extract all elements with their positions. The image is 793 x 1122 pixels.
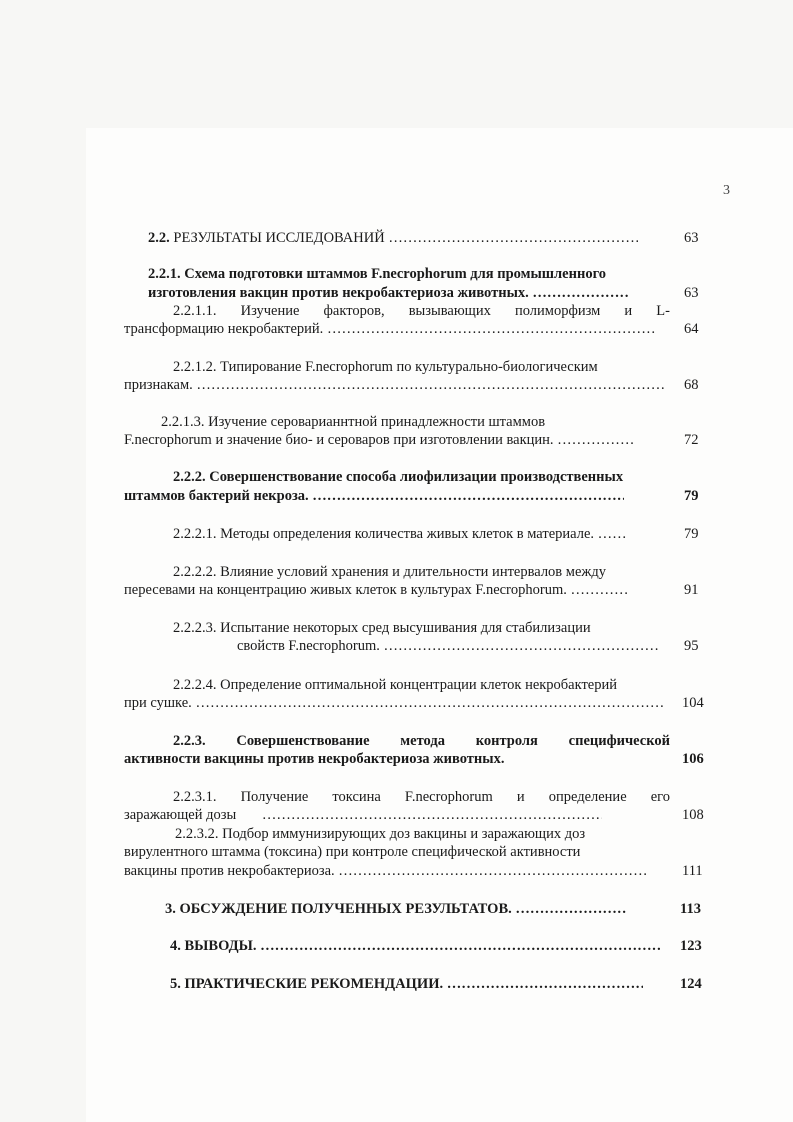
toc-entry-4: 4. ВЫВОДЫ. …………………………………………………………………………………………………………………………………………	[170, 937, 660, 955]
toc-entry-2-2-2-1: 2.2.2.1. Методы определения количества живых клеток в материале. …………………………………………………………………………………………………………………………………………	[173, 525, 628, 543]
toc-page-number: 124	[680, 976, 702, 992]
leader-dots	[260, 937, 660, 955]
leader-dots	[598, 525, 628, 543]
leader-dots	[557, 431, 635, 449]
toc-entry-2-2-2-line2: штаммов бактерий некроза. …………………………………………………………………………………………………………………………………………	[124, 487, 624, 505]
toc-entry-2-2-1-1-line2: трансформацию некробактерий. …………………………………………………………………………………………………………………………………………	[124, 320, 657, 338]
toc-page-number: 72	[684, 432, 699, 448]
toc-entry-2-2-2-line1: 2.2.2. Совершенствование способа лиофилизации производственных	[173, 469, 624, 485]
toc-entry-prefix: 2.2.	[148, 230, 170, 246]
toc-entry-2-2-2-2-line1: 2.2.2.2. Влияние условий хранения и длительности интервалов между	[173, 564, 607, 580]
leader-dots	[262, 806, 602, 824]
toc-page-number: 123	[680, 938, 702, 954]
leader-dots	[571, 581, 629, 599]
toc-entry-5: 5. ПРАКТИЧЕСКИЕ РЕКОМЕНДАЦИИ. …………………………………………………………………………………………………………………………………………	[170, 975, 643, 993]
toc-entry-2-2	[148, 229, 638, 247]
toc-entry-2-2-3-2-line2: вирулентного штамма (токсина) при контроле специфической активности	[124, 844, 581, 860]
toc-entry-2-2-1-1-line1: 2.2.1.1. Изучение факторов, вызывающих полиморфизм и L-	[173, 303, 670, 319]
toc-page-number: 104	[682, 695, 704, 711]
toc-page-number: 113	[680, 901, 701, 917]
leader-dots	[447, 975, 643, 993]
leader-dots	[384, 637, 659, 655]
toc-page-number: 95	[684, 638, 699, 654]
toc-entry-2-2-3-line1: 2.2.3. Совершенствование метода контроля специфической	[173, 733, 670, 749]
leader-dots	[196, 376, 666, 394]
leader-dots	[195, 694, 663, 712]
toc-entry-2-2-2-3-line2: свойств F.necrophorum. …………………………………………………………………………………………………………………………………………	[237, 637, 659, 655]
toc-entry-2-2-3-1-line2: заражающей дозы …………………………………………………………………………………………………………………………………………	[124, 806, 602, 824]
toc-entry-2-2-3-1-line1: 2.2.3.1. Получение токсина F.necrophorum и определение его	[173, 789, 670, 805]
toc-entry-2-2-2-4-line1: 2.2.2.4. Определение оптимальной концентрации клеток некробактерий	[173, 677, 618, 693]
toc-entry-2-2-3-line2: активности вакцины против некробактериоза животных.	[124, 751, 505, 767]
toc-entry-2-2-2-3-line1: 2.2.2.3. Испытание некоторых сред высушивания для стабилизации	[173, 620, 591, 636]
toc-entry-title: РЕЗУЛЬТАТЫ ИССЛЕДОВАНИЙ	[173, 230, 385, 246]
toc-page-number: 108	[682, 807, 704, 823]
toc-entry-2-2-1-line2: изготовления вакцин против некробактериоза животных. …………………………………………………………………………………………………………………………………………	[148, 284, 630, 302]
toc-page-number: 79	[684, 526, 699, 542]
toc-entry-2-2-1-3-line1: 2.2.1.3. Изучение сероварианнтной принадлежности штаммов	[161, 414, 546, 430]
toc-page-number: 106	[682, 751, 704, 767]
leader-dots	[327, 320, 657, 338]
leader-dots	[312, 487, 624, 505]
toc-page-number: 68	[684, 377, 699, 393]
toc-page-number: 79	[684, 488, 699, 504]
leader-dots	[532, 284, 630, 302]
toc-entry-2-2-2-4-line2: при сушке. …………………………………………………………………………………………………………………………………………	[124, 694, 663, 712]
leader-dots	[338, 862, 648, 880]
toc-page-number: 63	[684, 285, 699, 301]
toc-page-number: 91	[684, 582, 699, 598]
toc-entry-3: 3. ОБСУЖДЕНИЕ ПОЛУЧЕННЫХ РЕЗУЛЬТАТОВ. …………………………………………………………………………………………………………………………………………	[165, 900, 627, 918]
toc-entry-2-2-1-line1: 2.2.1. Схема подготовки штаммов F.necrophorum для промышленного	[148, 266, 607, 282]
page-number: 3	[723, 183, 730, 198]
toc-entry-2-2-2-2-line2: пересевами на концентрацию живых клеток в культурах F.necrophorum. …………………………………………………………………………………………………………………………………………	[124, 581, 629, 599]
toc-entry-2-2-1-3-line2: F.necrophorum и значение био- и сероваров при изготовлении вакцин. …………………………………………………………………………………………………………………………………………	[124, 431, 635, 449]
toc-entry-2-2-1-2-line1: 2.2.1.2. Типирование F.necrophorum по культурально-биологическим	[173, 359, 598, 375]
toc-page-number: 111	[682, 863, 703, 879]
toc-page-number: 64	[684, 321, 699, 337]
toc-page-number: 63	[684, 230, 699, 246]
toc-entry-2-2-3-2-line1: 2.2.3.2. Подбор иммунизирующих доз вакцины и заражающих доз	[175, 826, 586, 842]
leader-dots	[388, 229, 638, 247]
toc-entry-2-2-1-2-line2: признакам. …………………………………………………………………………………………………………………………………………	[124, 376, 666, 394]
leader-dots	[515, 900, 627, 918]
toc-entry-2-2-3-2-line3: вакцины против некробактериоза. …………………………………………………………………………………………………………………………………………	[124, 862, 648, 880]
